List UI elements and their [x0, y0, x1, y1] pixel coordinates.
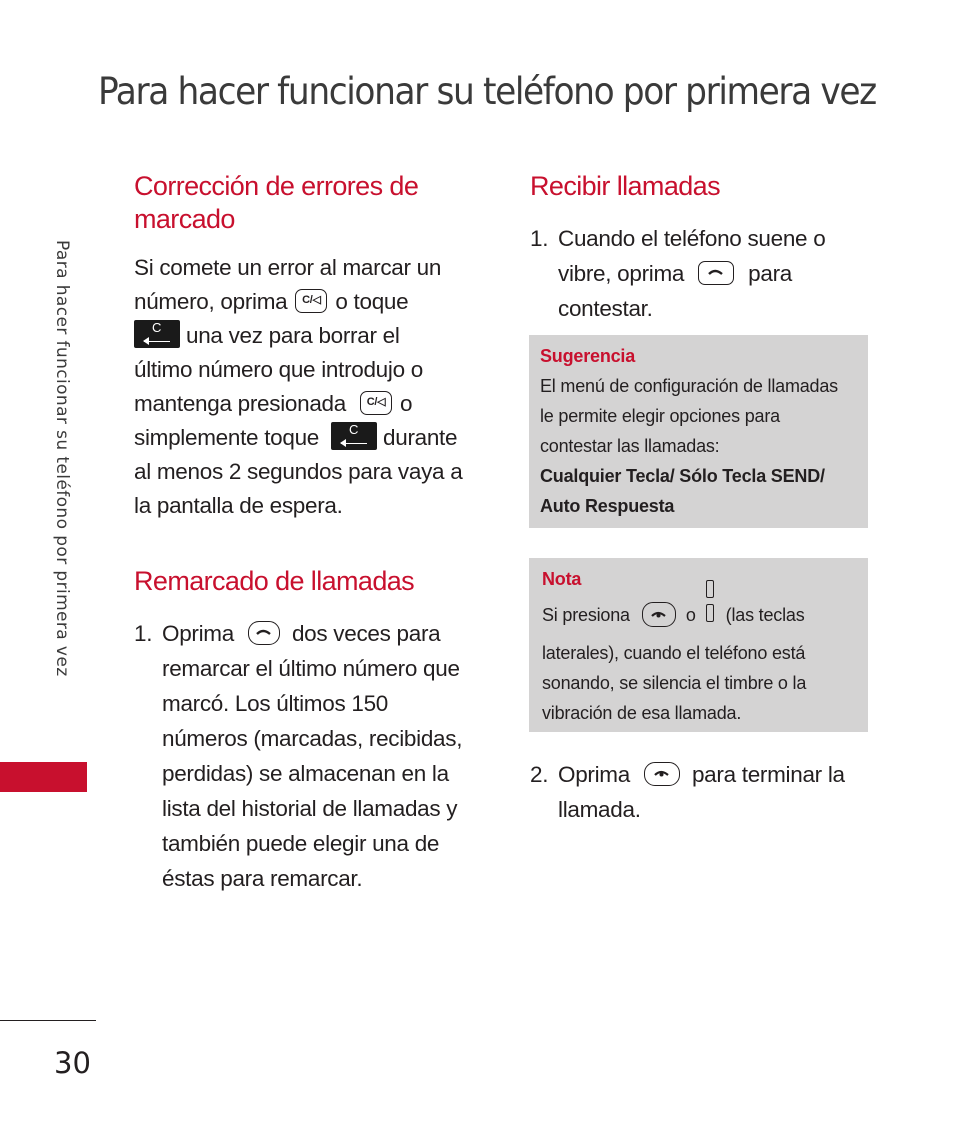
- back-arrow-icon: [341, 443, 367, 445]
- text-line: marcó. Los últimos 150: [162, 691, 389, 716]
- phone-end-icon: [645, 763, 678, 784]
- text-fragment: o toque: [335, 289, 409, 314]
- clear-key-icon: [360, 391, 392, 415]
- tip-box: [529, 335, 868, 528]
- recibir-step-1: [530, 221, 870, 326]
- clear-key-glyph: C/◁: [366, 396, 386, 409]
- text-line: números (marcadas, recibidas,: [162, 726, 463, 751]
- note-box: [529, 558, 868, 732]
- step-number: 1.: [134, 621, 153, 646]
- tip-title: Sugerencia: [540, 346, 636, 366]
- note-line: sonando, se silencia el timbre o la: [542, 673, 807, 693]
- note-line: vibración de esa llamada.: [542, 703, 742, 723]
- text-line: [134, 285, 494, 319]
- text-fragment: para: [748, 261, 792, 286]
- text-line: éstas para remarcar.: [162, 866, 363, 891]
- text-line: [558, 256, 870, 291]
- clear-key-icon: [295, 289, 327, 313]
- footer-divider: [0, 1020, 96, 1021]
- note-line: laterales), cuando el teléfono está: [542, 643, 806, 663]
- step-body: [558, 221, 870, 326]
- text-fragment: o: [685, 604, 696, 625]
- text-line: último número que introdujo o: [134, 357, 423, 382]
- side-key-down: [706, 604, 714, 622]
- heading-correccion-line1: Corrección de errores de: [134, 171, 419, 201]
- heading-recibir: Recibir llamadas: [530, 171, 720, 201]
- text-line: [134, 421, 494, 455]
- phone-handset-icon: [249, 622, 278, 643]
- text-fragment: vibre, oprima: [558, 261, 685, 286]
- text-line: Si comete un error al marcar un: [134, 255, 442, 280]
- back-arrow-icon: [144, 341, 170, 343]
- text-line: [558, 757, 870, 792]
- text-fragment: mantenga presionada: [134, 391, 346, 416]
- side-section-label: Para hacer funcionar su teléfono por primera vez: [52, 240, 72, 677]
- phone-end-icon: [643, 603, 674, 625]
- recibir-step-2: [530, 757, 870, 827]
- step-body: [558, 757, 870, 827]
- end-key-icon: [642, 602, 676, 627]
- page-title: Para hacer funcionar su teléfono por primera vez: [98, 70, 876, 113]
- text-fragment: número, oprima: [134, 289, 288, 314]
- remarcado-step-1: [134, 616, 494, 896]
- text-line: perdidas) se almacenan en la: [162, 761, 449, 786]
- touch-clear-letter: C: [349, 422, 359, 438]
- tip-line-options: Auto Respuesta: [540, 496, 675, 516]
- text-fragment: Oprima: [162, 621, 234, 646]
- text-fragment: durante: [383, 425, 458, 450]
- step-number: 1.: [530, 226, 549, 251]
- touch-clear-letter: C: [152, 320, 162, 336]
- side-keys-icon: [706, 580, 714, 624]
- end-key-icon: [644, 762, 680, 786]
- tip-line: le permite elegir opciones para: [540, 406, 780, 426]
- text-line: también puede elegir una de: [162, 831, 440, 856]
- touch-clear-icon: [331, 422, 377, 450]
- text-fragment: Si presiona: [542, 604, 630, 625]
- text-fragment: una vez para borrar el: [186, 323, 400, 348]
- text-fragment: Oprima: [558, 762, 630, 787]
- text-fragment: dos veces para: [291, 621, 441, 646]
- note-title: Nota: [542, 569, 582, 589]
- send-key-icon: [698, 261, 734, 285]
- tip-line: El menú de configuración de llamadas: [540, 376, 838, 396]
- correccion-paragraph: [134, 251, 494, 523]
- text-line: [162, 616, 494, 651]
- text-line: llamada.: [558, 797, 641, 822]
- text-line: la pantalla de espera.: [134, 493, 343, 518]
- text-fragment: (las teclas: [725, 604, 805, 625]
- note-line: [542, 594, 868, 638]
- tip-line-options: Cualquier Tecla/ Sólo Tecla SEND/: [540, 466, 825, 486]
- clear-key-glyph: C/◁: [302, 294, 321, 307]
- text-line: contestar.: [558, 296, 653, 321]
- text-line: al menos 2 segundos para vaya a: [134, 459, 463, 484]
- text-fragment: o: [399, 391, 413, 416]
- tip-line: contestar las llamadas:: [540, 436, 720, 456]
- page-number: 30: [54, 1046, 91, 1080]
- heading-correccion: [134, 170, 418, 236]
- send-key-icon: [248, 621, 280, 645]
- text-line: remarcar el último número que: [162, 656, 460, 681]
- text-line: [134, 387, 494, 421]
- heading-remarcado: Remarcado de llamadas: [134, 566, 415, 596]
- text-line: [134, 319, 494, 353]
- touch-clear-icon: [134, 320, 180, 348]
- text-line: Cuando el teléfono suene o: [558, 226, 826, 251]
- text-line: lista del historial de llamadas y: [162, 796, 458, 821]
- section-tab-marker: [0, 762, 87, 792]
- step-number: 2.: [530, 762, 549, 787]
- step-body: [162, 616, 494, 896]
- text-fragment: para terminar la: [691, 762, 845, 787]
- text-fragment: simplemente toque: [134, 425, 320, 450]
- heading-correccion-line2: marcado: [134, 204, 235, 234]
- phone-handset-icon: [699, 262, 732, 283]
- side-key-up: [706, 580, 714, 598]
